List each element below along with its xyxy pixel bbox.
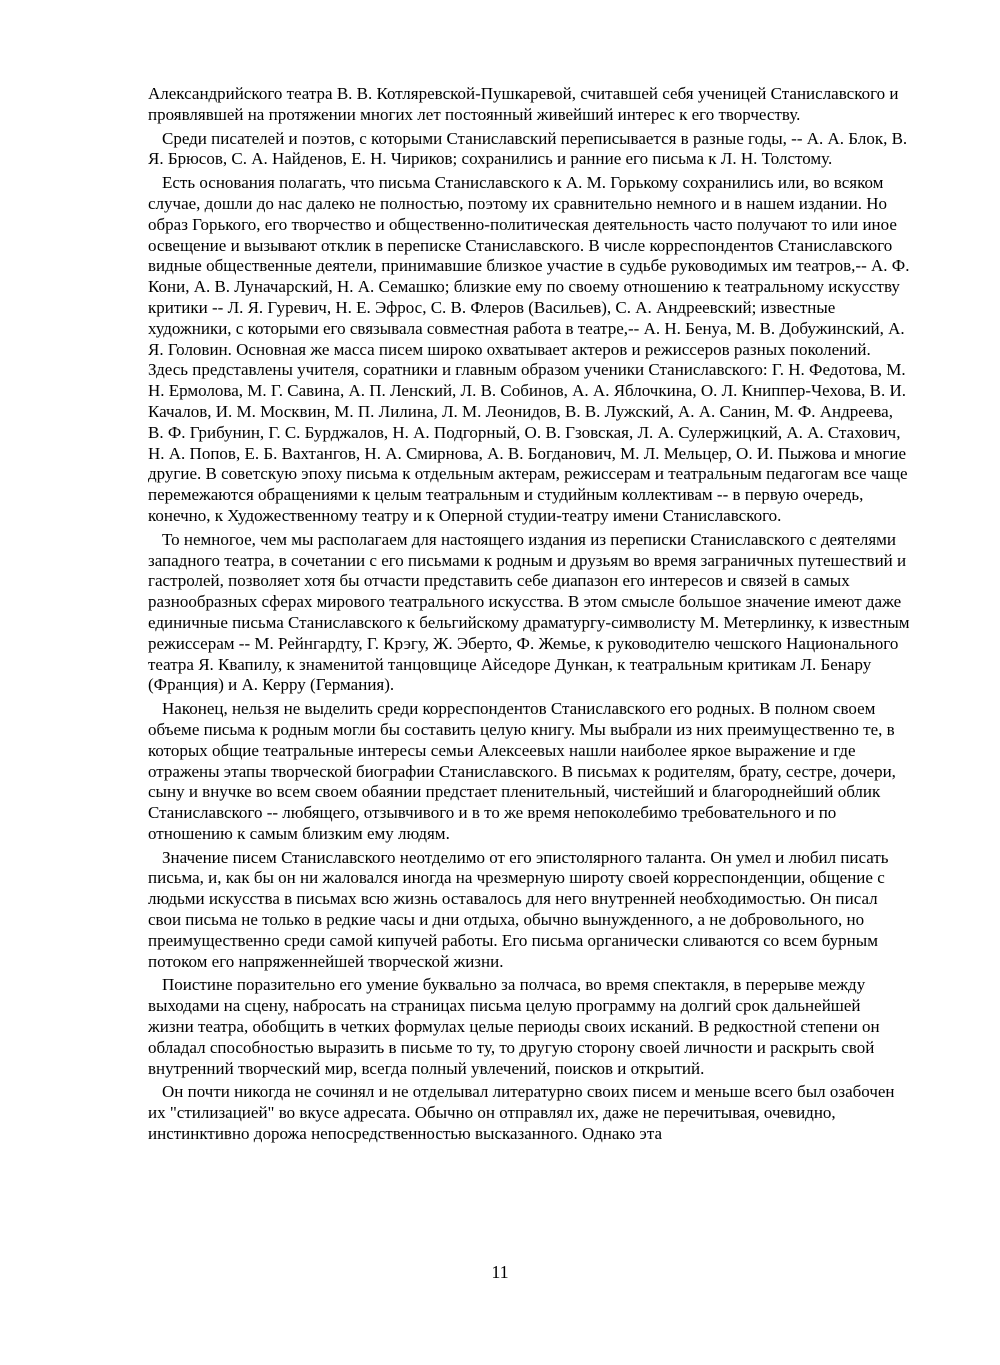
paragraph-3: Есть основания полагать, что письма Станиславского к А. М. Горькому сохранились или, во всяком случае, дошли до нас далеко не полностью, поэтому их сравнительно немного и в нашем издании. Но образ Горького, его творчество и общественно-политическая деятельность часто получают то или иное освещение и вызывают отклик в переписке Станиславского. В числе корреспондентов Станиславского видные общественные деятели, принимавшие близкое участие в судьбе руководимых им театров,-- А. Ф. Кони, А. В. Луначарский, Н. А. Семашко; близкие ему по своему отношению к театральному искусству критики -- Л. Я. Гуревич, Н. Е. Эфрос, С. В. Флеров (Васильев), С. А. Андреевский; известные художники, с которыми его связывала совместная работа в театре,-- А. Н. Бенуа, М. В. Добужинский, А. Я. Головин. Основная же масса писем широко охватывает актеров и режиссеров разных поколений. Здесь представлены учителя, соратники и главным образом ученики Станиславского: Г. Н. Федотова, М. Н. Ермолова, М. Г. Савина, А. П. Ленский, Л. В. Собинов, А. А. Яблочкина, О. Л. Книппер-Чехова, В. И. Качалов, И. М. Москвин, М. П. Лилина, Л. М. Леонидов, В. В. Лужский, А. А. Санин, М. Ф. Андреева, В. Ф. Грибунин, Г. С. Бурджалов, Н. А. Подгорный, О. В. Гзовская, Л. А. Сулержицкий, А. А. Стахович, Н. А. Попов, Е. Б. Вахтангов, Н. А. Смирнова, А. В. Богданович, М. Л. Мельцер, О. И. Пыжова и многие другие. В советскую эпоху письма к отдельным актерам, режиссерам и театральным педагогам все чаще перемежаются обращениями к целым театральным и студийным коллективам -- в первую очередь, конечно, к Художественному театру и к Оперной студии-театру имени Станиславского.	[148, 173, 910, 525]
paragraph-4: То немногое, чем мы располагаем для настоящего издания из переписки Станиславского с деятелями западного театра, в сочетании с его письмами к родным и друзьям во время заграничных путешествий и гастролей, позволяет хотя бы отчасти представить себе диапазон его интересов и связей в самых разнообразных сферах мирового театрального искусства. В этом смысле большое значение имеют даже единичные письма Станиславского к бельгийскому драматургу-символисту М. Метерлинку, к известным режиссерам -- М. Рейнгардту, Г. Крэгу, Ж. Эберто, Ф. Жемье, к руководителю чешского Национального театра Я. Квапилу, к знаменитой танцовщице Айседоре Дункан, к театральным критикам Л. Бенару (Франция) и А. Керру (Германия).	[148, 529, 910, 695]
paragraph-2: Среди писателей и поэтов, с которыми Станиславский переписывается в разные годы, -- А. А. Блок, В. Я. Брюсов, С. А. Найденов, Е. Н. Чириков; сохранились и ранние его письма к Л. Н. Толстому.	[148, 128, 908, 169]
paragraph-5: Наконец, нельзя не выделить среди корреспондентов Станиславского его родных. В полном своем объеме письма к родным могли бы составить целую книгу. Мы выбрали из них преимущественно те, в которых общие театральные интересы семьи Алексеевых нашли наиболее яркое выражение и где отражены этапы творческой биографии Станиславского. В письмах к родителям, брату, сестре, дочери, сыну и внучке во всем своем обаянии предстает пленительный, чистейший и благороднейший облик Станиславского -- любящего, отзывчивого и в то же время непоколебимо требовательного и по отношению к самым близким ему людям.	[148, 699, 896, 843]
paragraph-6: Значение писем Станиславского неотделимо от его эпистолярного таланта. Он умел и любил писать письма, и, как бы он ни жаловался иногда на чрезмерную широту своей корреспонденции, общение с людьми искусства в письмах всю жизнь оставалось для него внутренней необходимостью. Он писал свои письма не только в редкие часы и дни отдыха, обычно вынужденного, а не добровольного, но преимущественно среди самой кипучей работы. Его письма органически сливаются со всем бурным потоком его напряженнейшей творческой жизни.	[148, 847, 889, 971]
paragraph-7: Поистине поразительно его умение буквально за полчаса, во время спектакля, в перерыве между выходами на сцену, набросать на страницах письма целую программу на долгий срок дальнейшей жизни театра, обобщить в четких формулах целые периоды своих исканий. В редкостной степени он обладал способностью выразить в письме то ту, то другую сторону своей личности и раскрыть свой внутренний творческий мир, всегда полный увлечений, поисков и открытий.	[148, 975, 880, 1078]
document-body	[148, 84, 910, 1148]
paragraph-1: Александрийского театра В. В. Котляревской-Пушкаревой, считавшей себя ученицей Станиславского и проявлявшей на протяжении многих лет постоянный живейший интерес к его творчеству.	[148, 84, 899, 124]
paragraph-8: Он почти никогда не сочинял и не отделывал литературно своих писем и меньше всего был озабочен их "стилизацией" во вкусе адресата. Обычно он отправлял их, даже не перечитывая, очевидно, инстинктивно дорожа непосредственностью высказанного. Однако эта	[148, 1082, 895, 1144]
page-number: 11	[491, 1262, 509, 1282]
